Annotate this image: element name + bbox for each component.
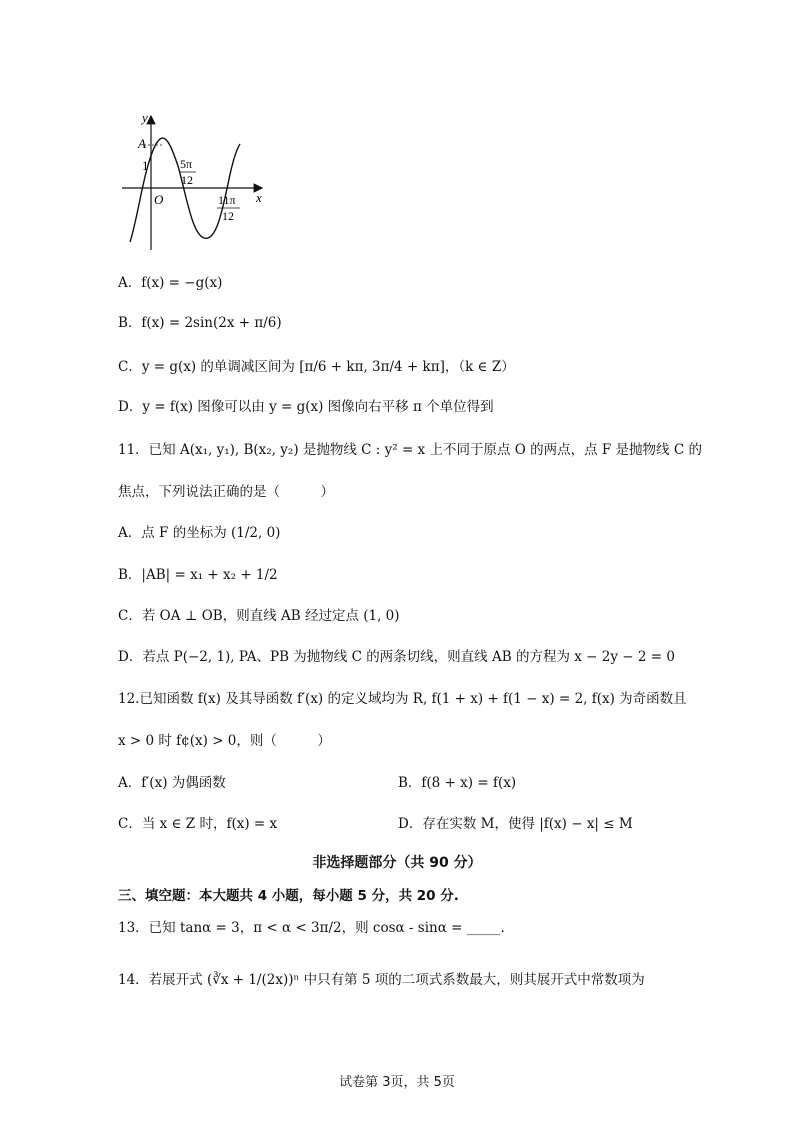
- q14: 14．若展开式 (∛x + 1/(2x))ⁿ 中只有第 5 项的二项式系数最大，则其展开式中常数项为: [118, 972, 645, 988]
- tick1-numerator: 5π: [180, 157, 193, 171]
- amplitude-label: A: [138, 136, 146, 151]
- x-axis-label: x: [256, 190, 262, 205]
- q10-option-a: A．f(x) = −g(x): [118, 275, 223, 291]
- q10-option-c: C．y = g(x) 的单调减区间为 [π/6 + kπ, 3π/4 + kπ]，（k ∈ Z）: [118, 359, 515, 375]
- q12-option-d: D．存在实数 M，使得 |f(x) − x| ≤ M: [398, 816, 633, 832]
- q11-option-b: B．|AB| = x₁ + x₂ + 1/2: [118, 567, 278, 583]
- origin-label: O: [154, 192, 164, 207]
- q12-option-a: A．f′(x) 为偶函数: [118, 775, 226, 791]
- page-footer: 试卷第 3页，共 5页: [339, 1075, 455, 1090]
- q11-option-d: D．若点 P(−2, 1), PA、PB 为抛物线 C 的两条切线，则直线 AB 的方程为 x − 2y − 2 = 0: [118, 649, 675, 665]
- q11-stem-line2: 焦点，下列说法正确的是（ ）: [118, 484, 334, 500]
- q13: 13．已知 tanα = 3，π < α < 3π/2，则 cosα - sinα = _____.: [118, 920, 505, 936]
- tick1-denominator: 12: [181, 173, 193, 187]
- q11-stem-line1: 11．已知 A(x₁, y₁), B(x₂, y₂) 是抛物线 C : y² = x 上不同于原点 O 的两点，点 F 是抛物线 C 的: [118, 442, 702, 458]
- part2-title: 非选择题部分（共 90 分）: [312, 855, 482, 871]
- section3-heading: 三、填空题：本大题共 4 小题，每小题 5 分，共 20 分.: [118, 888, 459, 904]
- q11-option-a: A．点 F 的坐标为 (1/2, 0): [118, 525, 281, 541]
- one-label: 1: [142, 158, 149, 173]
- tick2-numerator: 11π: [218, 193, 236, 207]
- q12-option-c: C．当 x ∈ Z 时，f(x) = x: [118, 816, 278, 832]
- tick2-denominator: 12: [222, 209, 234, 223]
- q12-stem-line1: 12.已知函数 f(x) 及其导函数 f′(x) 的定义域均为 R, f(1 + x) + f(1 − x) = 2, f(x) 为奇函数且: [118, 691, 687, 707]
- q10-option-b: B．f(x) = 2sin(2x + π/6): [118, 315, 282, 331]
- q12-stem-line2: x > 0 时 f¢(x) > 0，则（ ）: [118, 733, 331, 749]
- y-axis-label: y: [142, 110, 148, 125]
- q12-option-b: B．f(8 + x) = f(x): [398, 775, 517, 791]
- q11-option-c: C．若 OA ⊥ OB，则直线 AB 经过定点 (1, 0): [118, 608, 400, 624]
- sine-graph: [118, 108, 268, 254]
- sine-curve: [130, 138, 240, 242]
- q10-option-d: D．y = f(x) 图像可以由 y = g(x) 图像向右平移 π 个单位得到: [118, 399, 494, 415]
